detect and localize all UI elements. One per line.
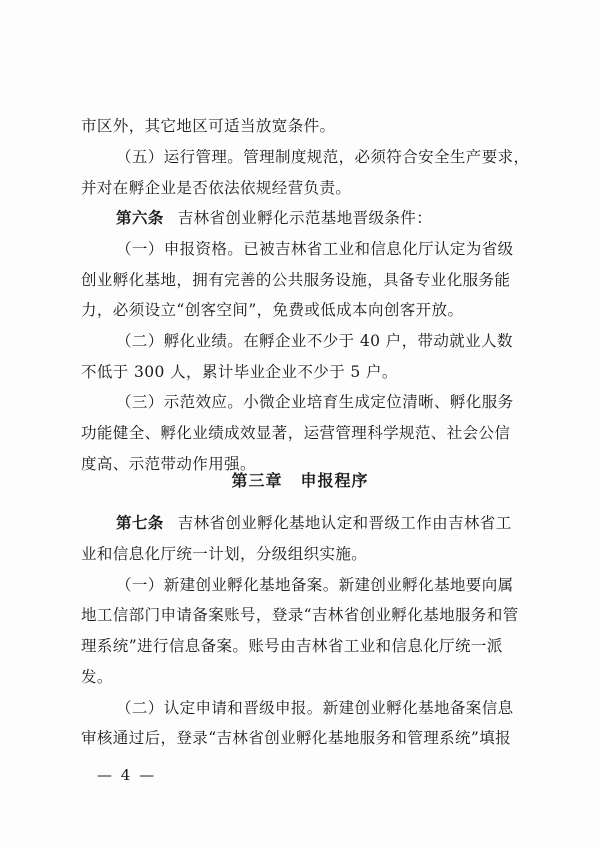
- text-line: 发。: [81, 668, 113, 686]
- text-line: 业和信息化厅统一计划，分级组织实施。: [81, 545, 368, 563]
- chapter-title: 申报程序: [300, 471, 369, 490]
- chapter-number: 第三章: [231, 471, 283, 490]
- text-line: （三）示范效应。小微企业培育生成定位清晰、孵化服务: [116, 393, 514, 411]
- article-seven-heading: [116, 513, 512, 533]
- text-line: 审核通过后，登录“吉林省创业孵化基地服务和管理系统”填报: [81, 729, 512, 747]
- text-line: 度高、示范带动作用强。: [81, 455, 256, 473]
- text-line: 地工信部门申请备案账号，登录“吉林省创业孵化基地服务和管: [81, 606, 519, 624]
- article-label: 第六条: [116, 208, 164, 227]
- text-line: 功能健全、孵化业绩成效显著，运营管理科学规范、社会公信: [81, 424, 511, 442]
- article-six-heading: [116, 208, 432, 228]
- article-text: 吉林省创业孵化基地认定和晋级工作由吉林省工: [177, 514, 512, 532]
- text-line: 力，必须设立“创客空间”，免费或低成本向创客开放。: [81, 301, 464, 319]
- text-line: 创业孵化基地，拥有完善的公共服务设施，具备专业化服务能: [81, 271, 511, 289]
- text-line: 不低于 300 人，累计毕业企业不少于 5 户。: [81, 363, 398, 381]
- article-text: 吉林省创业孵化示范基地晋级条件：: [177, 209, 433, 227]
- text-line: （一）新建创业孵化基地备案。新建创业孵化基地要向属: [116, 576, 514, 594]
- text-line: 市区外，其它地区可适当放宽条件。: [81, 117, 336, 135]
- text-line: 理系统”进行信息备案。账号由吉林省工业和信息化厅统一派: [81, 637, 503, 655]
- text-line: （五）运行管理。管理制度规范，必须符合安全生产要求，: [116, 148, 530, 166]
- page-number: — 4 —: [97, 766, 157, 784]
- chapter-heading: [0, 471, 600, 491]
- text-line: （二）认定申请和晋级申报。新建创业孵化基地备案信息: [116, 699, 514, 717]
- text-line: （二）孵化业绩。在孵企业不少于 40 户，带动就业人数: [116, 332, 513, 350]
- text-line: 并对在孵企业是否依法依规经营负责。: [81, 179, 352, 197]
- article-label: 第七条: [116, 513, 164, 532]
- text-line: （一）申报资格。已被吉林省工业和信息化厅认定为省级: [116, 240, 514, 258]
